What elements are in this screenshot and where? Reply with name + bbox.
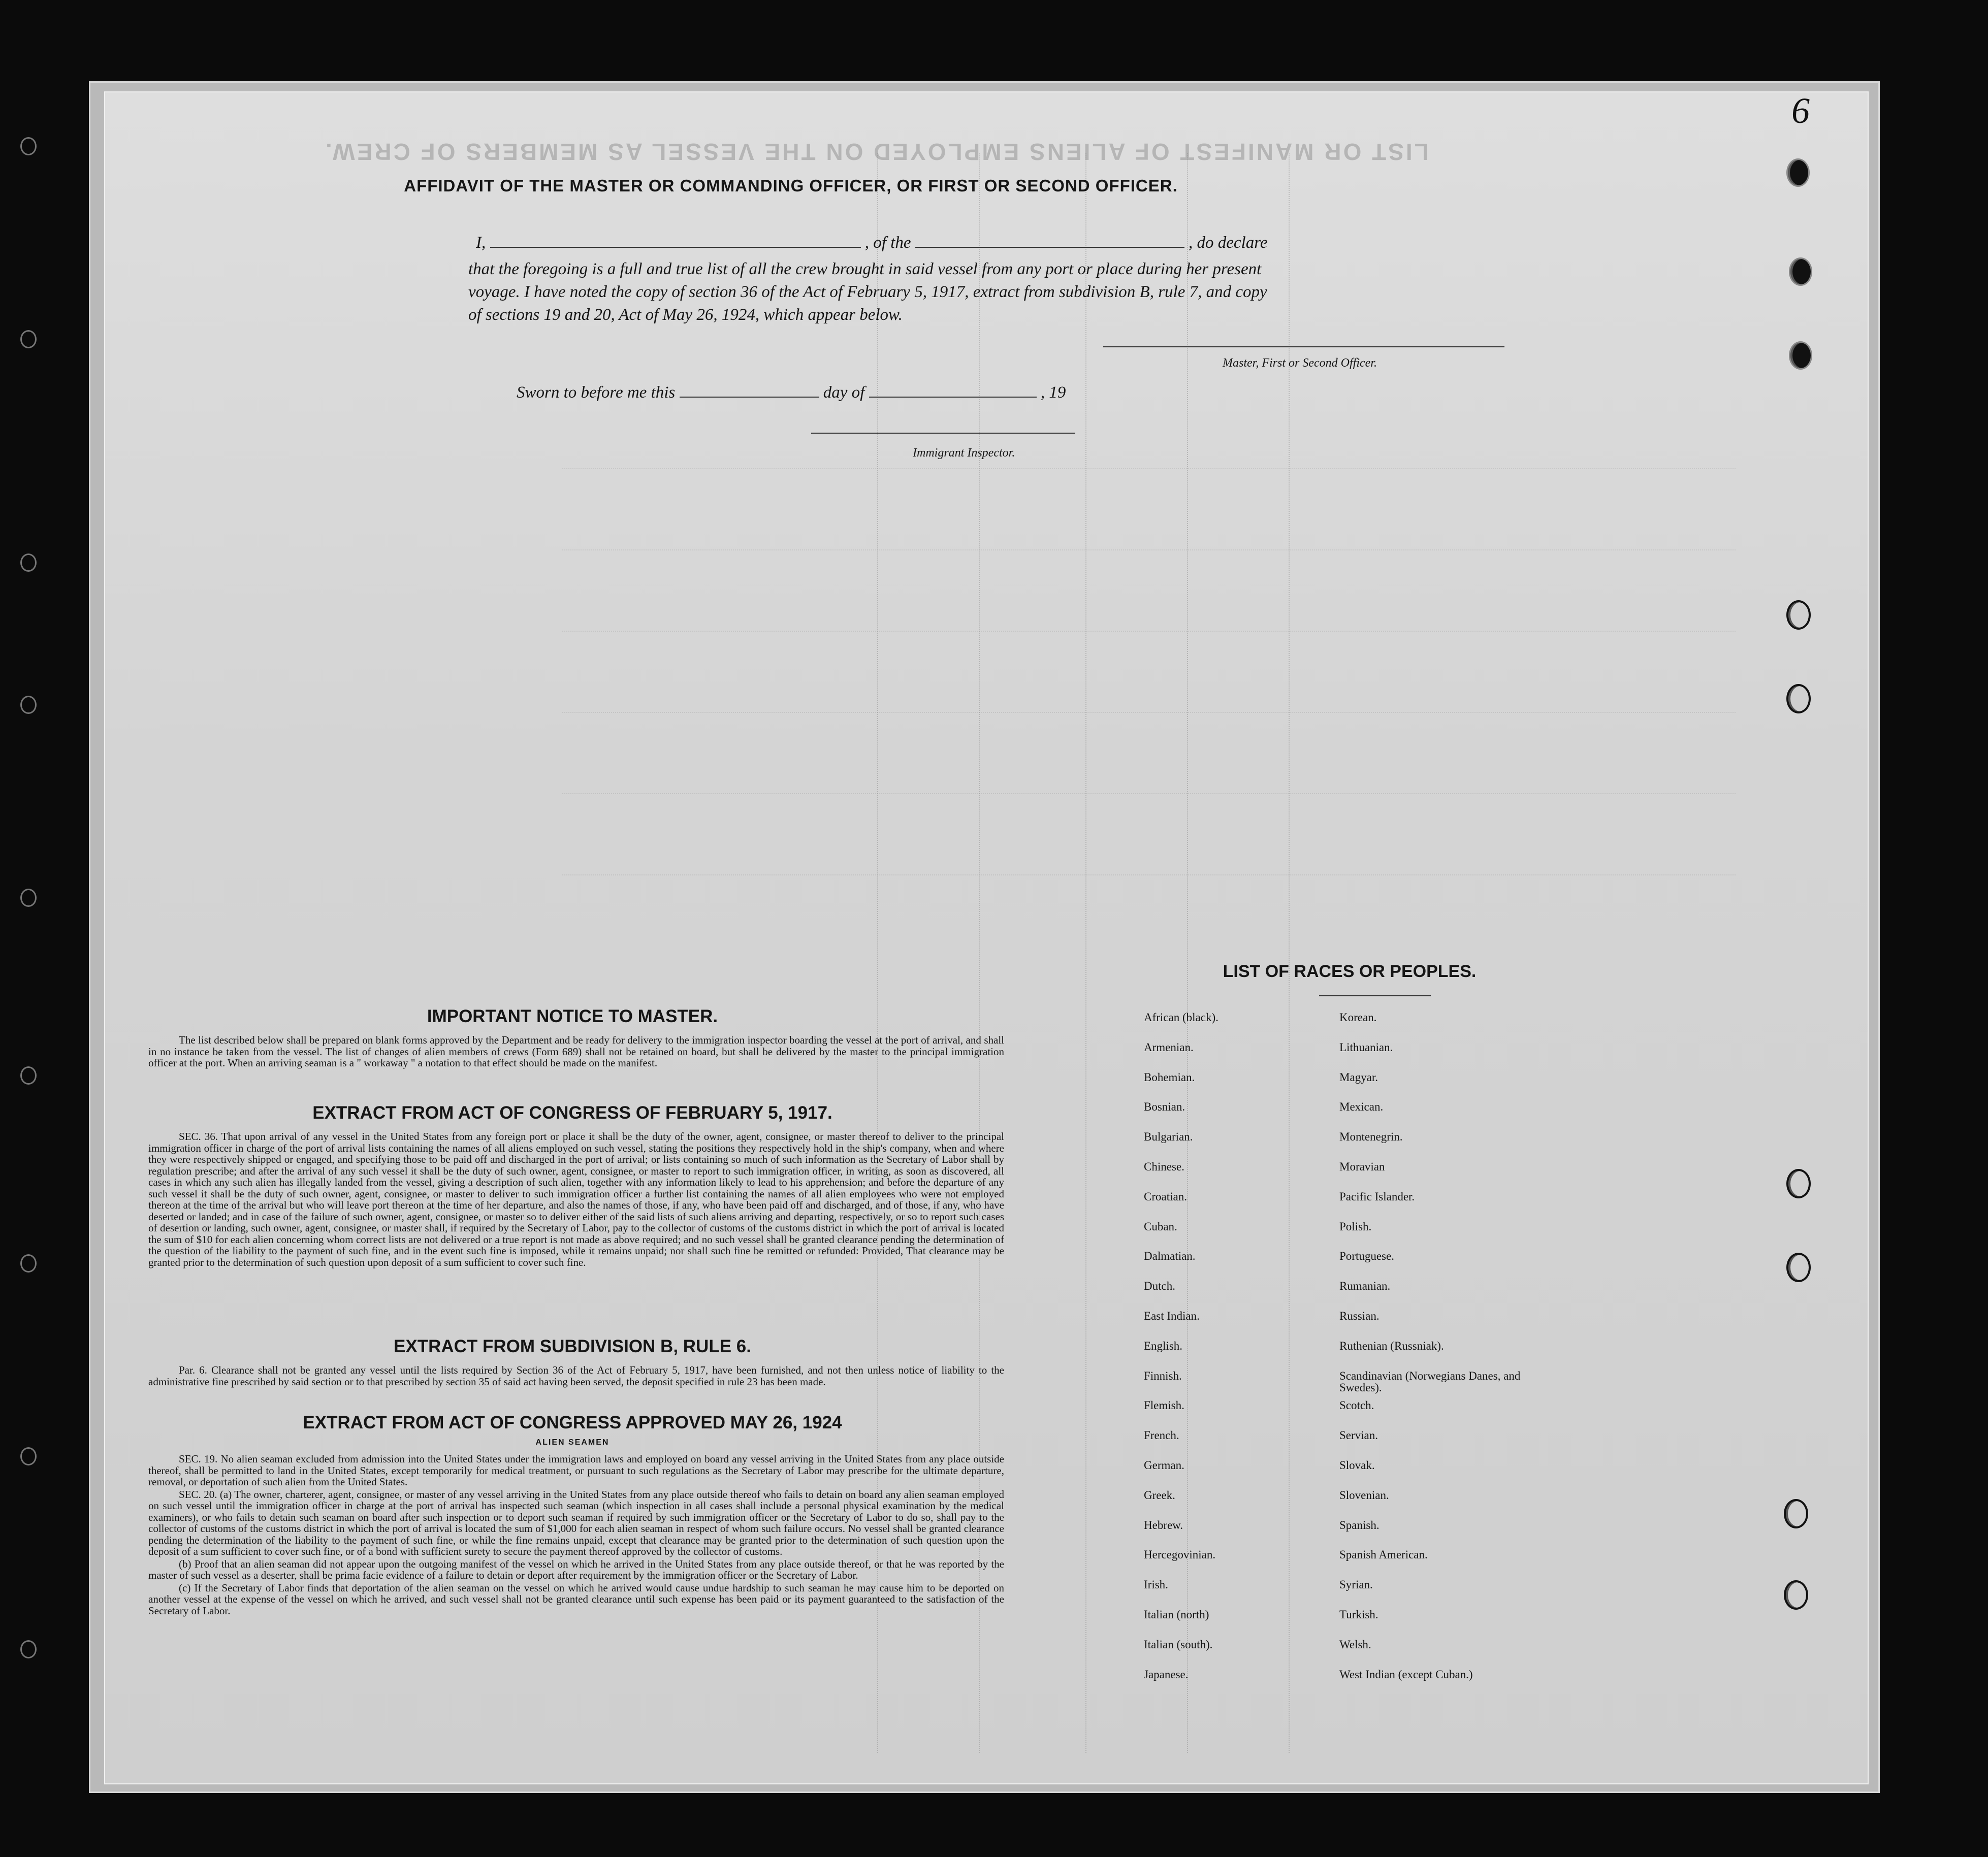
vessel-name-field[interactable] [915,247,1184,248]
race-item: Portuguese. [1339,1250,1394,1263]
sworn-month-field[interactable] [869,397,1037,398]
race-item: East Indian. [1144,1309,1200,1322]
inspector-signature-field[interactable] [811,433,1075,434]
extract-rule6-text: Par. 6. Clearance shall not be granted any vessel until the lists required by Section 36 of the Act of February 5, 1917, have been furnished, and not then unless notice of liability to the administrative fine prescribed by said section or to that prescribed by section 35 of said act having been served, the deposit specified in rule 23 has been made. [148,1364,1004,1388]
sworn-day-of: day of [823,383,865,402]
race-item: Mexican. [1339,1100,1384,1114]
race-item: Dutch. [1144,1280,1175,1293]
declaration-line-4: of sections 19 and 20, Act of May 26, 1924, which appear below. [468,306,903,324]
race-item: Welsh. [1339,1638,1371,1651]
sec20b-text: (b) Proof that an alien seaman did not appear upon the outgoing manifest of the vessel on which he arrived in the United States from any place outside thereof, or that he was reported by the master of such vessel as a deserter, shall be prima facie evidence of a failure to detain or deport after requirement by the immigration officer or the Secretary of Labor. [148,1557,1004,1581]
binder-hole [1786,1253,1811,1282]
race-item: Slovak. [1339,1458,1375,1472]
race-item: Flemish. [1144,1399,1184,1412]
race-item: Pacific Islander. [1339,1190,1415,1203]
page-number: 6 [1791,91,1810,131]
binder-hole [1786,1169,1811,1198]
punch-hole [20,1254,37,1273]
race-item: Japanese. [1144,1668,1189,1681]
binder-hole [1786,684,1811,713]
races-title-rule [1319,995,1431,996]
declaration-of-the: , of the [864,234,911,252]
master-signature-field[interactable] [1103,346,1504,347]
race-item: Bosnian. [1144,1100,1185,1114]
sec19-text: SEC. 19. No alien seaman excluded from admission into the United States under the immigration laws and employed on board any vessel arriving in the United States from any place outside thereof, shall be permitted to land in the United States, except temporarily for medical treatment, or pursuant to such regulations as the Secretary of Labor may prescribe for the ultimate departure, removal, or deportation of such alien from the United States. [148,1453,1004,1488]
punch-hole [20,889,37,907]
race-item: Hebrew. [1144,1518,1183,1532]
extract-1917-block [148,1131,1004,1269]
race-item: Slovenian. [1339,1488,1389,1502]
race-item: Cuban. [1144,1220,1177,1233]
extract-1924-title: EXTRACT FROM ACT OF CONGRESS APPROVED MAY 26, 1924 [303,1413,842,1432]
punch-hole [20,553,37,572]
binder-hole [1786,158,1810,187]
declaration-declare: , do declare [1188,234,1268,252]
race-item: Russian. [1339,1309,1380,1322]
binder-hole [1786,600,1811,630]
inspector-label: Immigrant Inspector. [913,446,1015,460]
extract-1924-subtitle: ALIEN SEAMEN [535,1438,610,1447]
race-item: Croatian. [1144,1190,1187,1203]
race-item: Servian. [1339,1429,1378,1442]
bleed-row [562,468,1736,469]
race-item: Armenian. [1144,1040,1194,1054]
race-item: Syrian. [1339,1578,1373,1591]
extract-rule6-title: EXTRACT FROM SUBDIVISION B, RULE 6. [394,1337,751,1356]
race-item: Scandinavian (Norwegians Danes, and Swedes). [1339,1369,1521,1394]
race-item: French. [1144,1429,1179,1442]
bleed-through-title: LIST OR MANIFEST OF ALIENS EMPLOYED ON THE VESSEL AS MEMBERS OF CREW. [324,139,1429,165]
race-item: Bohemian. [1144,1070,1195,1084]
sworn-prefix: Sworn to before me this [517,383,676,402]
sworn-day-field[interactable] [680,397,819,398]
punch-hole [20,1066,37,1085]
notice-text: The list described below shall be prepared on blank forms approved by the Department and be ready for delivery to the immigration inspector boarding the vessel at the port of arrival, and shall in no instance be taken from the vessel. The list of changes of alien members of crews (Form 689) shall not be retained on board, but shall be delivered by the master to the principal immigration officer at the port. When an arriving seaman is a " workaway " a notation to that effect should be made on the manifest. [148,1034,1004,1069]
sec20a-text: SEC. 20. (a) The owner, charterer, agent, consignee, or master of any vessel arriving in the United States from any place outside thereof who fails to detain on board any alien seaman employed on such vessel until the immigration officer in charge at the port of arrival has inspected such seaman (which inspection in all cases shall include a personal physical examination by the medical examiners), or who fails to detain such seaman on board after such inspection or to deport such seaman if required by such immigration officer or the Secretary of Labor to do so, shall pay to the collector of customs of the customs district in which the port of arrival is located the sum of $1,000 for each alien seaman in respect of whom such failure occurs. No vessel shall be granted clearance pending the determination of the liability to the payment of such fine, or while the fine remains unpaid, except that clearance may be granted prior to the determination of such question upon the deposit of a sum sufficient to cover such fine, or of a bond with sufficient surety to secure the payment thereof approved by the collector of customs. [148,1488,1004,1557]
race-item: Ruthenian (Russniak). [1339,1339,1444,1352]
extract-rule6-block [148,1364,1004,1388]
punch-hole [20,330,37,348]
declaration-line-2: that the foregoing is a full and true list of all the crew brought in said vessel from any port or place during her present [468,260,1262,278]
affidavit-title: AFFIDAVIT OF THE MASTER OR COMMANDING OFFICER, OR FIRST OR SECOND OFFICER. [404,176,1178,195]
extract-1917-text: SEC. 36. That upon arrival of any vessel in the United States from any foreign port or place it shall be the duty of the owner, agent, consignee, or master thereof to deliver to the principal immigration officer in charge of the port of arrival lists containing the names of all aliens employed on such vessel, stating the positions they respectively hold in the ship's company, when and where they were respectively shipped or engaged, and specifying those to be paid off and discharged in the port of arrival; or lists containing so much of such information as the Secretary of Labor shall by regulation prescribe; and after the arrival of any such vessel it shall be the duty of such owner, agent, consignee, or master to report to such immigration officer, in writing, as soon as discovered, all cases in which any such alien has illegally landed from the vessel, giving a description of such alien, together with any information likely to lead to his apprehension; and before the departure of any such vessel it shall be the duty of such owner, agent, consignee, or master to deliver to such immigration officer a further list containing the names of all alien employees who were not employed thereon at the time of the arrival but who will leave port thereon at the time of her departure, and also the names of those, if any, who have been paid off and discharged, and of those, if any, who have deserted or landed; and in case of the failure of such owner, agent, consignee, or master so to deliver either of the said lists of such aliens arriving and departing, respectively, or so to report such cases of desertion or landing, such owner, agent, consignee, or master shall, if required by the Secretary of Labor, pay to the collector of customs of the customs district in which the port of arrival is located the sum of $10 for each alien concerning whom correct lists are not delivered or a true report is not made as above required; and no such vessel shall be granted clearance pending the determination of the question of the liability to the payment of such fine, and in the event such fine is imposed, while it remains unpaid; nor shall such fine be remitted or refunded: Provided, That clearance may be granted prior to the determination of such question upon deposit of a sum sufficient to cover such fine. [148,1130,1004,1268]
race-item: Greek. [1144,1488,1175,1502]
race-item: Spanish American. [1339,1548,1428,1561]
extract-1924-block [148,1453,1004,1617]
bleed-row [562,793,1736,794]
races-right-column [1339,1012,1563,1698]
race-item: Korean. [1339,1011,1377,1024]
declaration-line-3: voyage. I have noted the copy of section 36 of the Act of February 5, 1917, extract from subdivision B, rule 7, and copy [468,283,1267,301]
race-item: African (black). [1144,1011,1219,1024]
declarant-name-field[interactable] [490,247,861,248]
sworn-line [517,383,1066,402]
race-item: Scotch. [1339,1399,1374,1412]
notice-title: IMPORTANT NOTICE TO MASTER. [427,1006,718,1026]
race-item: Spanish. [1339,1518,1380,1532]
bleed-row [562,712,1736,713]
race-item: Turkish. [1339,1608,1378,1621]
extract-1917-title: EXTRACT FROM ACT OF CONGRESS OF FEBRUARY 5, 1917. [312,1103,832,1123]
punch-hole [20,1640,37,1658]
race-item: Polish. [1339,1220,1372,1233]
declaration-line-1 [476,234,1267,252]
punch-hole [20,696,37,714]
manifest-sheet [104,91,1869,1784]
sec20c-text: (c) If the Secretary of Labor finds that deportation of the alien seaman on the vessel on which he arrived would cause undue hardship to such seaman he may cause him to be deported on another vessel at the expense of the vessel on which he arrived, and such vessel shall not be granted clearance until such expense has been paid or its payment guaranteed to the satisfaction of the Secretary of Labor. [148,1581,1004,1617]
race-item: Chinese. [1144,1160,1184,1173]
race-item: Italian (south). [1144,1638,1213,1651]
race-item: West Indian (except Cuban.) [1339,1668,1473,1681]
race-item: Montenegrin. [1339,1130,1403,1144]
race-item: German. [1144,1458,1184,1472]
race-item: Finnish. [1144,1369,1182,1382]
race-item: English. [1144,1339,1183,1352]
race-item: Bulgarian. [1144,1130,1193,1144]
binder-hole [1784,1580,1808,1610]
race-item: Rumanian. [1339,1280,1391,1293]
punch-hole [20,1447,37,1465]
bleed-column [1085,153,1086,1753]
punch-hole [20,137,37,155]
declaration-i: I, [476,234,486,252]
bleed-row [562,631,1736,632]
sworn-year: , 19 [1040,383,1066,402]
master-signature-label: Master, First or Second Officer. [1223,356,1377,370]
bleed-row [562,549,1736,550]
binder-hole [1789,341,1812,370]
race-item: Lithuanian. [1339,1040,1393,1054]
race-item: Hercegovinian. [1144,1548,1216,1561]
races-title: LIST OF RACES OR PEOPLES. [1223,962,1477,981]
binder-hole [1789,257,1812,286]
binder-hole [1784,1499,1808,1528]
race-item: Magyar. [1339,1070,1378,1084]
race-item: Italian (north) [1144,1608,1209,1621]
bleed-row [562,874,1736,875]
notice-text-block [148,1034,1004,1070]
race-item: Irish. [1144,1578,1168,1591]
race-item: Moravian [1339,1160,1385,1173]
race-item: Dalmatian. [1144,1250,1196,1263]
